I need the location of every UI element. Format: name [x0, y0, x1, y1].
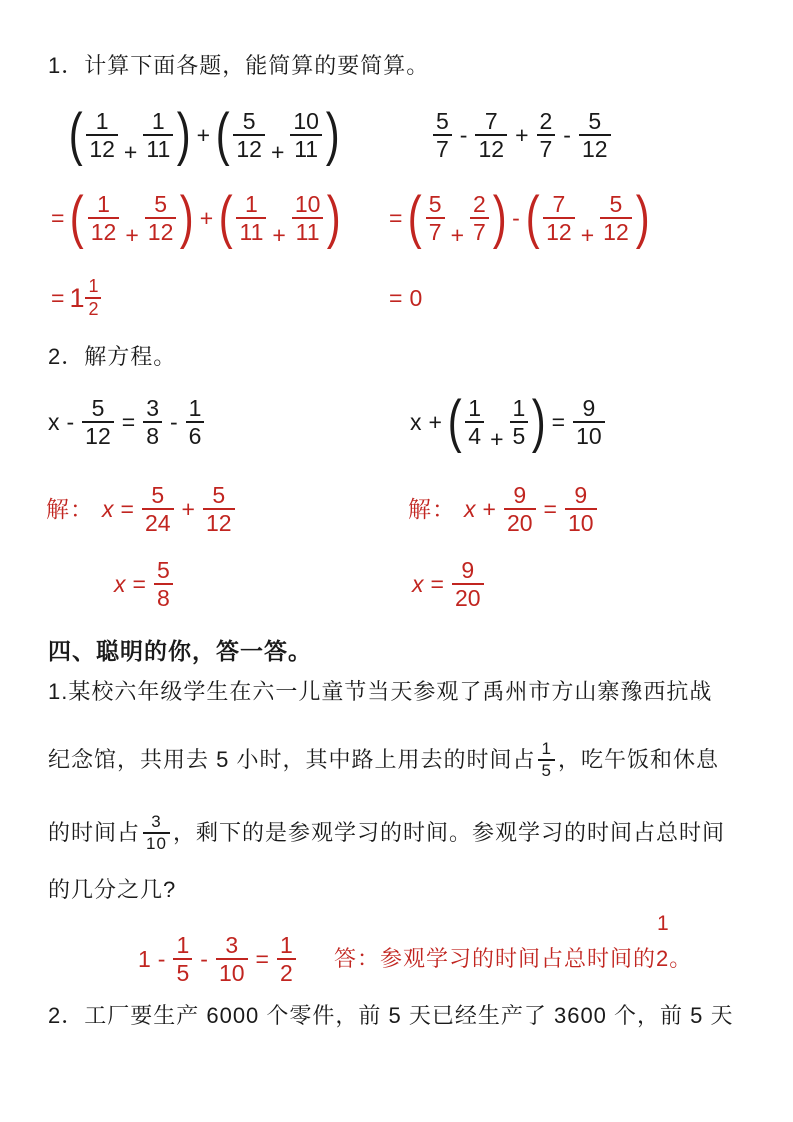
mixed-whole: 1 — [69, 282, 85, 313]
fraction-numerator: 5 — [436, 107, 449, 134]
fraction-denominator: 10 — [146, 834, 167, 853]
parenthesis: ) — [180, 184, 195, 250]
fraction-denominator: 8 — [156, 585, 170, 611]
problem2-line1: 2．工厂要生产 6000 个零件，前 5 天已经生产了 3600 个，前 5 天 — [48, 1003, 734, 1028]
answer-prefix: 答：参观学习的时间占总时间的 — [334, 946, 657, 972]
variable: x — [102, 495, 114, 522]
variable: x — [412, 570, 424, 597]
fraction-denominator: 6 — [188, 423, 202, 449]
fraction-numerator: 1 — [541, 739, 552, 759]
solve-step-left-row — [46, 476, 238, 542]
operator: - — [170, 408, 178, 435]
section-calc-title: 1．计算下面各题，能简算的要简算。 — [48, 53, 430, 78]
fraction — [143, 395, 162, 450]
fraction-numerator: 3 — [225, 931, 239, 958]
operator: = — [121, 408, 136, 435]
fraction — [426, 191, 445, 246]
fraction-denominator: 2 — [88, 299, 99, 319]
operator: = — [51, 284, 65, 311]
fraction-denominator: 11 — [295, 219, 320, 245]
parenthesis: ) — [635, 184, 650, 250]
solve-step-left — [100, 476, 238, 542]
variable: x — [464, 495, 476, 522]
fraction — [538, 739, 554, 780]
solve-result-right — [410, 552, 487, 616]
fraction-numerator: 9 — [582, 394, 596, 421]
parenthesis: ( — [525, 184, 540, 250]
parenthesis: ) — [492, 184, 507, 250]
fraction-denominator: 11 — [294, 136, 319, 162]
fraction-numerator: 1 — [176, 931, 190, 958]
operator: + — [515, 121, 529, 148]
fraction — [82, 395, 114, 450]
parenthesis: ) — [325, 101, 340, 167]
fraction-numerator: 5 — [428, 190, 442, 217]
math-text: x — [410, 408, 422, 435]
fraction-denominator: 4 — [468, 423, 482, 449]
parenthesis: ( — [218, 184, 233, 250]
fraction-numerator: 9 — [574, 481, 588, 508]
mixed-fraction — [85, 276, 101, 319]
fraction — [452, 557, 484, 612]
fraction — [565, 482, 597, 537]
fraction — [475, 108, 507, 163]
parenthesis: ( — [408, 184, 423, 250]
fraction-numerator: 1 — [512, 394, 526, 421]
fraction — [88, 191, 120, 246]
fraction-numerator: 5 — [91, 394, 105, 421]
fraction-denominator: 12 — [236, 136, 262, 162]
fraction-denominator: 10 — [567, 510, 594, 536]
fraction-denominator: 12 — [147, 219, 174, 245]
parenthesis: ( — [70, 184, 85, 250]
fraction-denominator: 8 — [146, 423, 159, 449]
fraction-denominator: 12 — [90, 219, 117, 245]
operator: + — [580, 221, 595, 248]
answer-suffix: 。 — [669, 946, 693, 972]
parenthesis: ( — [447, 388, 462, 454]
fraction — [143, 108, 173, 163]
fraction — [292, 191, 324, 246]
fraction-numerator: 5 — [154, 190, 167, 217]
fraction-numerator: 3 — [151, 812, 162, 832]
calc-result-right — [384, 268, 424, 328]
fraction-denominator: 24 — [144, 510, 171, 536]
math-text: 1 — [138, 945, 151, 972]
solve-step-right — [462, 476, 600, 542]
fraction-numerator: 5 — [212, 481, 226, 508]
fraction-numerator: 1 — [468, 394, 482, 421]
fraction — [216, 932, 248, 987]
operator: + — [196, 121, 211, 148]
fraction — [573, 395, 605, 450]
fraction-split-denominator: 2 — [656, 946, 670, 972]
fraction — [142, 482, 174, 537]
fraction-numerator: 1 — [188, 394, 202, 421]
mixed-number — [69, 276, 104, 319]
math-text: 0 — [409, 284, 423, 311]
operator: = — [51, 204, 65, 231]
calc-step-right — [384, 180, 650, 256]
fraction-numerator: 5 — [609, 190, 623, 217]
parenthesis: ( — [215, 101, 230, 167]
operator: - — [200, 945, 208, 972]
operator: + — [272, 221, 286, 248]
operator: = — [389, 204, 403, 231]
section-solve-title: 2．解方程。 — [48, 344, 177, 369]
fraction-split — [656, 912, 670, 973]
fraction-denominator: 5 — [176, 960, 190, 986]
fraction-numerator: 1 — [151, 107, 165, 134]
problem1-line1: 1.某校六年级学生在六一儿童节当天参观了禹州市方山寨豫西抗战 — [48, 679, 713, 704]
fraction-numerator: 1 — [245, 190, 258, 217]
solve-step-right-row — [408, 476, 600, 542]
calc-problem-left — [68, 97, 340, 173]
operator: + — [123, 138, 138, 165]
fraction-denominator: 7 — [428, 219, 442, 245]
operator: + — [490, 425, 504, 452]
calc-problem-right — [430, 97, 614, 173]
fraction — [145, 191, 177, 246]
fraction-denominator: 7 — [539, 136, 553, 162]
operator: + — [181, 495, 195, 522]
problem1-line2 — [48, 722, 719, 798]
fraction-numerator: 10 — [294, 190, 321, 217]
operator: - — [66, 408, 75, 435]
fraction-denominator: 12 — [546, 219, 572, 245]
fraction — [510, 395, 529, 450]
inline-fraction-1-5 — [535, 722, 557, 798]
fraction — [233, 108, 265, 163]
fraction-denominator: 11 — [239, 219, 264, 245]
fraction-numerator: 5 — [588, 107, 602, 134]
operator: = — [132, 570, 146, 597]
fraction — [579, 108, 611, 163]
fraction — [537, 108, 556, 163]
fraction-split-numerator: 1 — [657, 912, 669, 936]
fraction — [186, 395, 205, 450]
fraction-numerator: 7 — [552, 190, 566, 217]
fraction-denominator: 11 — [146, 136, 171, 162]
fraction-numerator: 9 — [513, 481, 527, 508]
parenthesis: ) — [176, 101, 191, 167]
fraction-denominator: 7 — [473, 219, 486, 245]
operator: - — [512, 204, 520, 231]
parenthesis: ) — [532, 388, 546, 454]
fraction — [277, 932, 296, 987]
problem1-line3-pre: 的时间占 — [48, 820, 141, 846]
operator: = — [551, 408, 566, 435]
operator: = — [389, 284, 403, 311]
parenthesis: ) — [327, 184, 342, 250]
operator: - — [157, 945, 166, 972]
fraction-denominator: 10 — [576, 423, 602, 449]
fraction — [236, 191, 266, 246]
operator: + — [450, 221, 464, 248]
parenthesis: ( — [68, 101, 83, 167]
operator: + — [125, 221, 139, 248]
fraction — [290, 108, 322, 163]
fraction-denominator: 12 — [478, 136, 505, 162]
operator: + — [482, 495, 496, 522]
problem1-line3 — [48, 796, 725, 870]
fraction-denominator: 12 — [603, 219, 629, 245]
fraction — [203, 482, 235, 537]
fraction-denominator: 10 — [218, 960, 245, 986]
solve-eq-left — [46, 388, 207, 456]
fraction-denominator: 12 — [89, 136, 115, 162]
fraction — [143, 812, 170, 853]
fraction-numerator: 9 — [461, 556, 475, 583]
fraction-denominator: 20 — [506, 510, 533, 536]
inline-fraction-3-10 — [140, 796, 173, 870]
operator: + — [199, 204, 214, 231]
operator: + — [270, 138, 285, 165]
calc-step-left — [46, 180, 342, 256]
fraction-numerator: 1 — [88, 276, 99, 297]
fraction-denominator: 20 — [454, 585, 481, 611]
fraction-numerator: 1 — [279, 931, 293, 958]
answer-equation — [136, 926, 299, 992]
fraction-denominator: 12 — [581, 136, 608, 162]
solve-result-left — [112, 552, 176, 616]
operator: = — [255, 945, 269, 972]
fraction-numerator: 5 — [151, 481, 165, 508]
answer-sentence — [334, 912, 693, 992]
fraction-numerator: 3 — [146, 394, 159, 421]
fraction-denominator: 12 — [205, 510, 232, 536]
fraction-numerator: 10 — [293, 107, 319, 134]
problem1-line3-post: ，剩下的是参观学习的时间。参观学习的时间占总时间 — [172, 820, 725, 846]
fraction — [543, 191, 575, 246]
fraction-numerator: 1 — [95, 107, 109, 134]
operator: - — [563, 121, 571, 148]
solve-label: 解： — [46, 495, 94, 522]
variable: x — [114, 570, 126, 597]
fraction-denominator: 5 — [541, 761, 552, 780]
solve-eq-right — [408, 388, 608, 456]
fraction-numerator: 7 — [484, 107, 498, 134]
operator: = — [120, 495, 134, 522]
calc-result-left — [46, 268, 104, 328]
solve-label: 解： — [408, 495, 456, 522]
fraction — [86, 108, 118, 163]
fraction — [173, 932, 192, 987]
fraction — [600, 191, 632, 246]
fraction-numerator: 1 — [97, 190, 110, 217]
fraction-denominator: 5 — [512, 423, 526, 449]
fraction-numerator: 5 — [156, 556, 170, 583]
fraction — [433, 108, 452, 163]
operator: = — [430, 570, 444, 597]
operator: + — [428, 408, 442, 435]
fraction — [154, 557, 173, 612]
section-answer-title: 四、聪明的你，答一答。 — [48, 638, 312, 664]
operator: = — [543, 495, 557, 522]
fraction-numerator: 2 — [539, 107, 553, 134]
problem1-line2-post: ，吃午饭和休息 — [557, 747, 719, 773]
fraction-denominator: 7 — [436, 136, 449, 162]
problem1-line2-pre: 纪念馆，共用去 5 小时，其中路上用去的时间占 — [48, 747, 536, 773]
operator: - — [459, 121, 468, 148]
fraction — [470, 191, 489, 246]
fraction-denominator: 12 — [85, 423, 111, 449]
fraction-denominator: 2 — [279, 960, 293, 986]
fraction — [504, 482, 536, 537]
math-text: x — [48, 408, 60, 435]
fraction-numerator: 5 — [242, 107, 256, 134]
fraction-numerator: 2 — [473, 190, 486, 217]
fraction — [465, 395, 484, 450]
problem1-line4: 的几分之几? — [48, 877, 177, 902]
